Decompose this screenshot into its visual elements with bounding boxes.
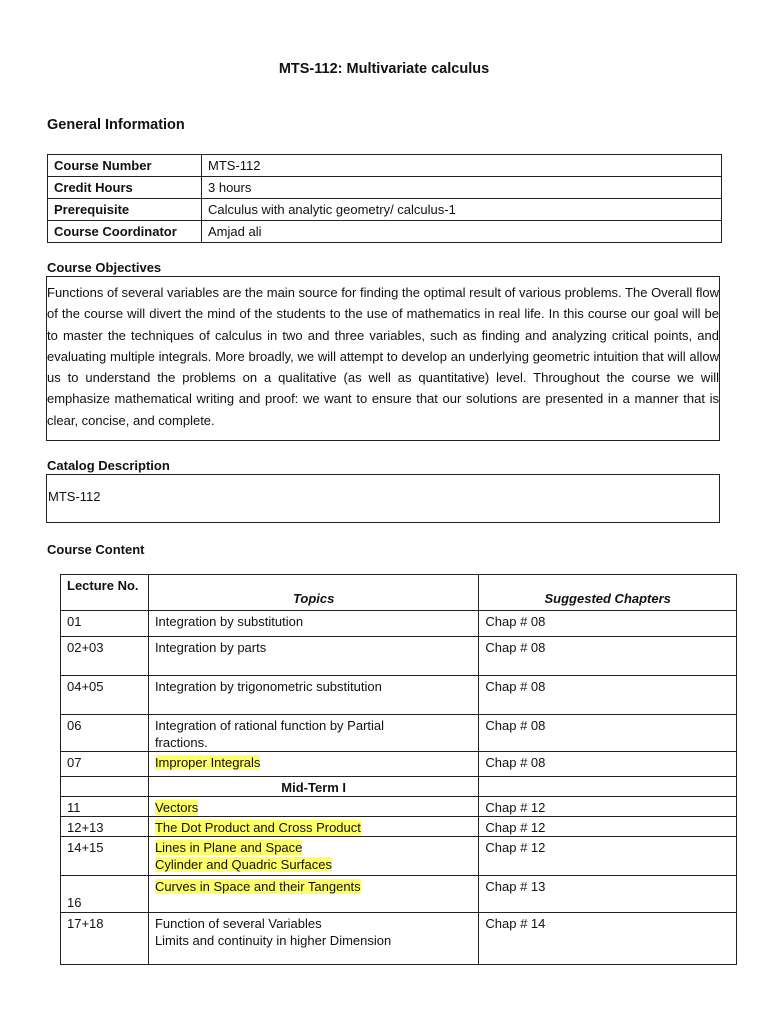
table-row xyxy=(61,637,737,676)
lecture-number: 02+03 xyxy=(61,637,149,676)
midterm-label: Mid-Term I xyxy=(148,777,478,797)
catalog-description-heading: Catalog Description xyxy=(47,458,170,473)
topic: Integration by trigonometric substitution xyxy=(148,676,478,715)
course-objectives-text: Functions of several variables are the main source for finding the optimal result of various problems. The Overall flow of the course will divert the mind of the students to the use of mathematics in real life. In this course our goal will be to master the techniques of calculus in two and three variables, such as finding and analyzing critical points, and evaluating multiple integrals. More broadly, we will attempt to develop an underlying geometric intuition that will allow us to understand the problems on a qualitative (as well as quantitative) level. Throughout the course we will emphasize mathematical writing and proof: we want to ensure that our solutions are presented in a manner that is clear, concise, and complete. xyxy=(46,276,720,441)
table-row xyxy=(61,837,737,876)
topic xyxy=(148,817,478,837)
lecture-number: 06 xyxy=(61,715,149,752)
course-content-table xyxy=(60,574,737,965)
prerequisite-value: Calculus with analytic geometry/ calculus-1 xyxy=(202,199,722,221)
table-row xyxy=(48,199,722,221)
table-row xyxy=(61,876,737,913)
table-row xyxy=(48,221,722,243)
topics-header: Topics xyxy=(148,575,478,611)
lecture-number: 11 xyxy=(61,797,149,817)
highlighted-topic: Cylinder and Quadric Surfaces xyxy=(154,857,332,872)
empty-cell xyxy=(61,777,149,797)
highlighted-topic: The Dot Product and Cross Product xyxy=(154,820,361,835)
topic: Integration by substitution xyxy=(148,611,478,637)
lecture-number: 04+05 xyxy=(61,676,149,715)
topic: Integration by parts xyxy=(148,637,478,676)
chapter: Chap # 08 xyxy=(479,611,737,637)
table-row xyxy=(61,913,737,965)
credit-hours-label: Credit Hours xyxy=(48,177,202,199)
topic-line-1: Function of several Variables xyxy=(154,916,322,931)
credit-hours-value: 3 hours xyxy=(202,177,722,199)
highlighted-topic: Curves in Space and their Tangents xyxy=(154,879,361,894)
table-row xyxy=(61,797,737,817)
table-header-row xyxy=(61,575,737,611)
table-row xyxy=(61,752,737,777)
document-title: MTS-112: Multivariate calculus xyxy=(278,61,490,77)
chapter: Chap # 08 xyxy=(479,715,737,752)
chapter: Chap # 08 xyxy=(479,676,737,715)
topic xyxy=(148,715,478,752)
topic xyxy=(148,797,478,817)
general-information-table xyxy=(47,154,722,243)
course-number-value: MTS-112 xyxy=(202,155,722,177)
topic xyxy=(148,876,478,913)
suggested-chapters-header: Suggested Chapters xyxy=(479,575,737,611)
course-content-heading: Course Content xyxy=(47,542,145,557)
lecture-number: 17+18 xyxy=(61,913,149,965)
course-objectives-heading: Course Objectives xyxy=(47,260,162,275)
chapter: Chap # 12 xyxy=(479,797,737,817)
lecture-no-header: Lecture No. xyxy=(61,575,149,611)
topic xyxy=(148,752,478,777)
catalog-description-text: MTS-112 xyxy=(46,474,720,523)
topic xyxy=(148,913,478,965)
table-row xyxy=(61,715,737,752)
topic-line-2: fractions. xyxy=(154,735,208,750)
topic-line-1: Integration of rational function by Partial xyxy=(154,718,385,733)
table-row xyxy=(61,676,737,715)
chapter: Chap # 12 xyxy=(479,837,737,876)
table-row xyxy=(61,611,737,637)
midterm-row xyxy=(61,777,737,797)
lecture-number: 14+15 xyxy=(61,837,149,876)
lecture-number: 01 xyxy=(61,611,149,637)
topic xyxy=(148,837,478,876)
course-number-label: Course Number xyxy=(48,155,202,177)
highlighted-topic: Lines in Plane and Space xyxy=(154,840,303,855)
table-row xyxy=(48,155,722,177)
chapter: Chap # 08 xyxy=(479,752,737,777)
chapter: Chap # 12 xyxy=(479,817,737,837)
chapter: Chap # 14 xyxy=(479,913,737,965)
lecture-number: 16 xyxy=(61,876,149,913)
table-row xyxy=(61,817,737,837)
lecture-number: 12+13 xyxy=(61,817,149,837)
prerequisite-label: Prerequisite xyxy=(48,199,202,221)
lecture-number: 07 xyxy=(61,752,149,777)
course-coordinator-label: Course Coordinator xyxy=(48,221,202,243)
general-information-heading: General Information xyxy=(47,117,185,133)
highlighted-topic: Improper Integrals xyxy=(154,755,261,770)
topic-line-2: Limits and continuity in higher Dimension xyxy=(154,933,392,948)
empty-cell xyxy=(479,777,737,797)
table-row xyxy=(48,177,722,199)
chapter: Chap # 13 xyxy=(479,876,737,913)
highlighted-topic: Vectors xyxy=(154,800,199,815)
chapter: Chap # 08 xyxy=(479,637,737,676)
course-coordinator-value: Amjad ali xyxy=(202,221,722,243)
